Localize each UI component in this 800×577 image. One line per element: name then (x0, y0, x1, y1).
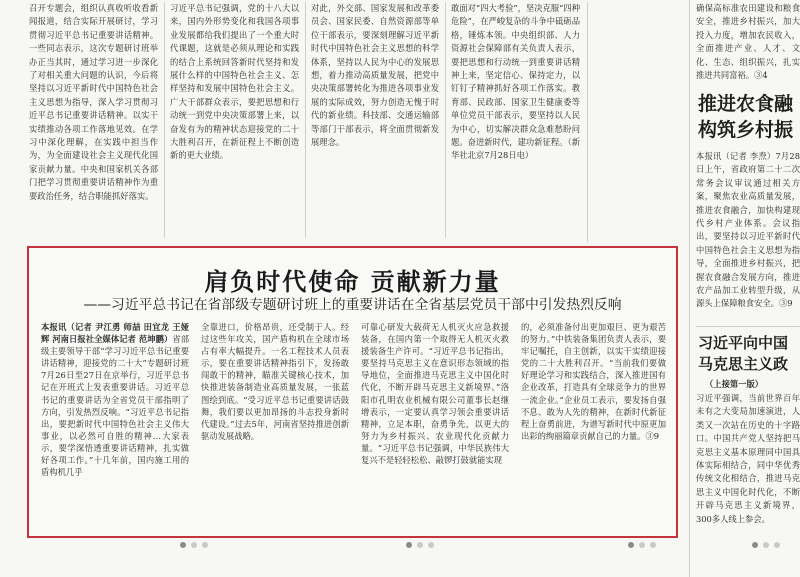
byline: 本报讯（记者 尹江勇 师喆 田宜龙 王娅辉 河南日报社全媒体记者 范坤鹏） (41, 322, 189, 345)
article-column-2: 习近平总书记强调，党的十八大以来，国内外形势变化和我国各项事业发展都给我们提出了一个重大时代课题，这就是必须从理论和实践的结合上系统回答新时代坚持和发展什么样的中国特色社会主义、怎样坚持和发展中国特色社会主义。广大干部群众表示，要把思想和行动统一到党中央决策部署上来，以奋发有为的精神状态迎接党的二十大胜利召开，在新征程上不断创造新的更大业绩。 (170, 3, 299, 161)
right-story-1-body: 本报讯（记者 李焘）7月28日上午，省政府第二十二次常务会议审议通过相关方案，聚焦农业高质量发展，推进农食融合，加快构建现代乡村产业体系。会议指出，要坚持以习近平新时代中国特色社会主义思想为指导，全面推进乡村振兴，把握农食融合发展方向，推进农产品加工业转型升级，从源头上保障粮食安全。③9 (696, 151, 800, 309)
page-dot[interactable] (191, 542, 197, 548)
featured-column-1 (41, 321, 189, 531)
right-headline-1-line-2: 构筑乡村振 (698, 119, 794, 141)
column-divider (445, 2, 446, 238)
right-story-2-dateline: （上接第一版） (705, 379, 764, 389)
right-headline-1-line-1: 推进农食融 (698, 93, 794, 115)
page-dot[interactable] (763, 542, 769, 548)
featured-article-box (27, 246, 678, 538)
page-dot[interactable] (417, 542, 423, 548)
column-divider (587, 2, 588, 242)
page-dot[interactable] (650, 542, 656, 548)
featured-column-4: 的，必须准备付出更加艰巨、更为艰苦的努力。”中铁装备集团负责人表示，要牢记嘱托，自主创新，以实干实绩迎接党的二十大胜利召开。“当前我们要做好理论学习和实践结合，深入推进国有企业改革，打造具有全球竞争力的世界一流企业。”企业员工表示，要发扬自强不息、敢为人先的精神，在新时代新征程上奋勇前进，为谱写新时代中原更加出彩的绚丽篇章贡献自己的力量。③9 (521, 322, 666, 441)
right-headline-2-line-1: 习近平向中国 (698, 334, 789, 352)
page-dot[interactable] (406, 542, 412, 548)
article-column-4: 敢面对“四大考验”，坚决克服“四种危险”，在严峻复杂的斗争中砥砺品格，锤炼本领。中央组织部、人力资源社会保障部有关负责人表示，要把思想和行动统一到重要讲话精神上来，坚定信心、保持定力，以钉钉子精神抓好各项工作落实。教育部、民政部、国家卫生健康委等单位党员干部表示，要坚持以人民为中心，切实解决群众急难愁盼问题。奋进新时代，建功新征程。（新华社北京7月28日电） (451, 3, 580, 161)
right-column-top-text: 确保高标准农田建设和粮食安全，推进乡村振兴，加大投入力度，增加农民收入，全面推进产业、人才、文化、生态、组织振兴，扎实推进共同富裕。③4 (696, 3, 800, 81)
pager-dots-middle[interactable] (406, 542, 434, 548)
featured-column-2: 全靠进口，价格昂贵，还受制于人。经过这些年攻关，国产盾构机在全球市场占有率大幅提升。一名工程技术人员表示，要在重要讲话精神指引下，发扬敢闯敢干的精神，瞄准关键核心技术，加快推进装备制造业高质量发展，一张蓝图绘到底。“受习近平总书记重要讲话鼓舞，我们要以更加昂扬的斗志投身新时代建设。”过去5年，河南省坚持推进创新驱动发展战略。 (201, 322, 349, 441)
page-dot[interactable] (180, 542, 186, 548)
story-divider (696, 326, 800, 327)
article-column-3: 对此，外交部、国家发展和改革委员会、国家民委、自然资源部等单位干部表示，要深刻理解习近平新时代中国特色社会主义思想的科学体系，坚持以人民为中心的发展思想，着力推动高质量发展，把党中央决策部署转化为推进各项事业发展的实际成效，努力创造无愧于时代的新业绩。科技部、交通运输部等部门干部表示，将全面贯彻新发展理念。 (311, 3, 439, 148)
page-dot[interactable] (774, 542, 780, 548)
featured-column-3: 可靠心研发大载荷无人机灭火应急救援装备，在国内第一个取得无人机灭火救援装备生产许可。“习近平总书记指出，要坚持马克思主义在意识形态领域的指导地位，全面推进马克思主义中国化时代化，不断开辟马克思主义新境界。”洛阳市孔明农业机械有限公司董事长赵继增表示，一定要认真学习领会重要讲话精神，立足本职，奋勇争先，以更大的努力为乡村振兴、农业现代化贡献力量。“习近平总书记强调，中华民族伟大复兴不是轻轻松松、敲锣打鼓就能实现 (361, 322, 509, 466)
page-dot[interactable] (628, 542, 634, 548)
pager-dots-left[interactable] (180, 542, 208, 548)
column-divider (305, 2, 306, 238)
featured-article-subtitle: ——习近平总书记在省部级专题研讨班上的重要讲话在全省基层党员干部中引发热烈反响 (83, 297, 622, 313)
pager-dots-right[interactable] (628, 542, 656, 548)
right-headline-2-line-2: 马克思主义政 (698, 355, 789, 373)
pager-dots-far-right[interactable] (752, 542, 780, 548)
page-dot[interactable] (639, 542, 645, 548)
column-divider (164, 2, 165, 238)
right-story-2-body: 习近平强调，当前世界百年未有之大变局加速演进，人类又一次站在历史的十字路口。中国共产党人坚持把马克思主义基本原理同中国具体实际相结合，同中华优秀传统文化相结合，推进马克思主义中国化时代化，不断开辟马克思主义新境界，300多人线上参会。 (696, 393, 800, 524)
article-column-1: 召开专题会，组织认真收听收看新闻报道，结合实际开展研讨，学习贯彻习近平总书记重要讲话精神。一些同志表示，这次专题研讨班举办正当其时，通过学习进一步深化了对相关重大问题的认识，今后将坚持以习近平新时代中国特色社会主义思想为指导，深入学习贯彻习近平总书记重要讲话精神。以实干实绩推动各项工作落地见效。在学习中深化理解，在实践中担当作为，为全面建设社会主义现代化国家贡献力量。中央和国家机关各部门把学习贯彻重要讲话精神作为重要政治任务，结合职能抓好落实。 (29, 3, 158, 201)
page-dot[interactable] (202, 542, 208, 548)
page-dot[interactable] (428, 542, 434, 548)
featured-article-title: 肩负时代使命 贡献新力量 (204, 267, 501, 296)
page-gutter (689, 0, 690, 577)
featured-column-1-text: 省部级主要领导干部“学习习近平总书记重要讲话精神，迎接党的二十大”专题研讨班7月26日至27日在京举行，习近平总书记在开班式上发表重要讲话。习近平总书记的重要讲话为全省党员干部指明了方向，引发热烈反响。“习近平总书记指出，要把新时代中国特色社会主义伟大事业，以必然可自胜的精神…大家表示，要学深悟透重要讲话精神，扎实做好各项工作。”十几年前，国内施工用的盾构机几乎 (41, 334, 189, 478)
page-dot[interactable] (752, 542, 758, 548)
